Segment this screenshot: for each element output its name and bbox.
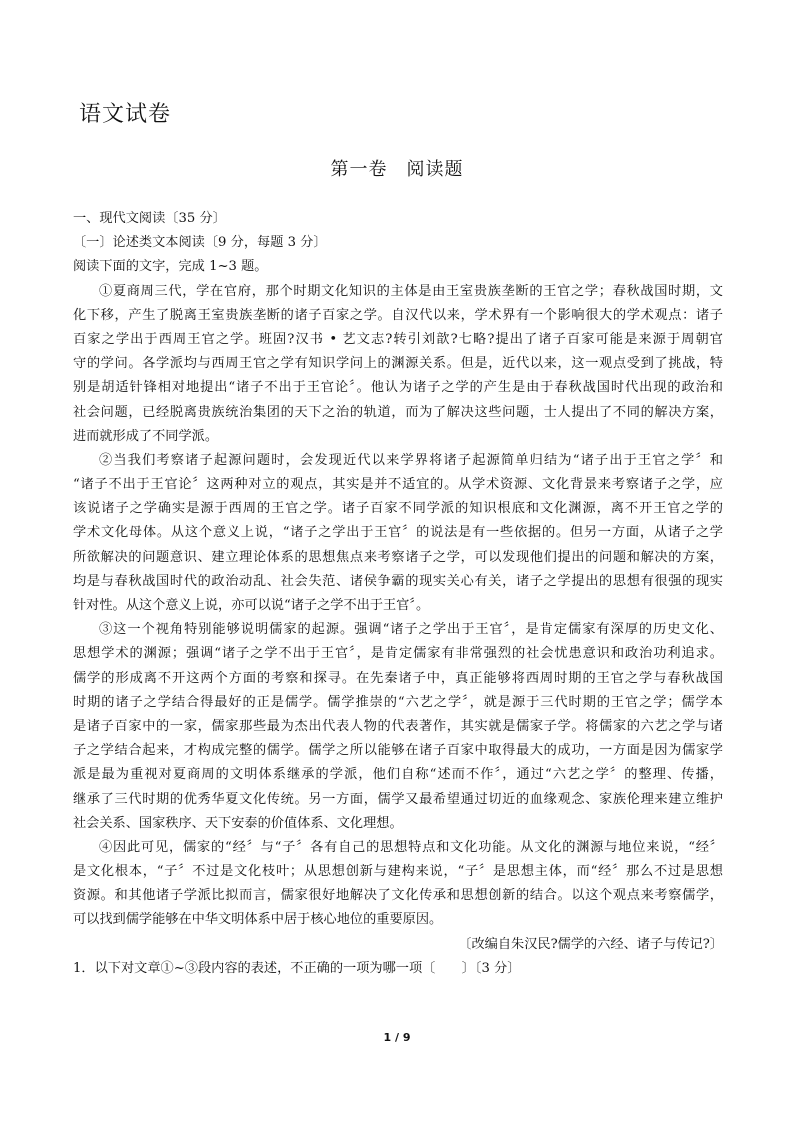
paragraph-line: 百家之学出于西周王官之学。班固?汉书 • 艺文志?转引刘歆?七略?提出了诸子百家可能是来源于周朝官 [73,331,723,347]
paragraph-line: 子之学结合起来，才构成完整的儒学。儒学之所以能够在诸子百家中取得最大的成功，一方面是因为儒家学 [73,743,723,759]
paragraph-line: ②当我们考察诸子起源问题时，会发现近代以来学界将诸子起源简单归结为“诸子出于王官之学〞和 [99,452,723,468]
sub-heading: 〔一〕论述类文本阅读〔9 分，每题 3 分〕 [73,235,327,251]
paragraph-line: 别是胡适针锋相对地提出“诸子不出于王官论〞。他认为诸子之学的产生是由于春秋战国时代出现的政治和 [73,380,723,396]
paragraph-2 [73,449,723,618]
section-title: 第一卷 阅读题 [330,159,464,180]
paragraph-line: 继承了三代时期的优秀华夏文化传统。另一方面，儒学又最希望通过切近的血缘观念、家族伦理来建立维护 [73,791,723,807]
paragraph-line: 思想学术的渊源；强调“诸子之学不出于王官〞，是肯定儒家有非常强烈的社会忧患意识和政治功利追求。 [73,646,723,662]
instruction: 阅读下面的文字，完成 1~3 题。 [73,259,268,275]
page-number: 1 / 9 [383,1031,411,1044]
paragraph-1 [73,280,723,449]
paragraph-line: 儒学的形成离不开这两个方面的考察和探寻。在先秦诸子中，真正能够将西周时期的王官之学与春秋战国 [73,670,723,686]
paragraph-line: 资源。和其他诸子学派比拟而言，儒家很好地解决了文化传承和思想创新的结合。以这个观点来考察儒学， [73,888,723,904]
paragraph-line: ④因此可见，儒家的“经〞与“子〞各有自己的思想特点和文化功能。从文化的渊源与地位来说，“经〞 [99,839,723,855]
source-citation: 〔改编自朱汉民?儒学的六经、诸子与传记?〕 [458,936,723,952]
paragraph-line: ①夏商周三代，学在官府，那个时期文化知识的主体是由王室贵族垄断的王官之学；春秋战国时期，文 [99,283,723,299]
paragraph-line: 社会问题，已经脱离贵族统治集团的天下之治的轨道，而为了解决这些问题，士人提出了不同的解决方案， [73,404,723,420]
paragraph-line: 时期的诸子之学结合得最好的正是儒学。儒学推崇的“六艺之学〞，就是源于三代时期的王官之学；儒学本 [73,694,723,710]
paragraph-line: 该说诸子之学确实是源于西周的王官之学。诸子百家不同学派的知识根底和文化渊源，离不开王官之学的 [73,501,723,517]
paragraph-line: 可以找到儒学能够在中华文明体系中居于核心地位的重要原因。 [73,912,443,928]
paragraph-line: 是诸子百家中的一家，儒家那些最为杰出代表人物的代表著作，其实就是儒家子学。将儒家的六艺之学与诸 [73,718,723,734]
paragraph-line: 所欲解决的问题意识、建立理论体系的思想焦点来考察诸子之学，可以发现他们提出的问题和解决的方案， [73,549,723,565]
paragraph-3 [73,618,723,836]
paragraph-4 [73,836,723,933]
paragraph-line: 针对性。从这个意义上说，亦可以说“诸子之学不出于王官〞。 [73,598,430,613]
paragraph-line: 派是最为重视对夏商周的文明体系继承的学派，他们自称“述而不作〞，通过“六艺之学〞的整理、传播， [73,767,723,783]
paragraph-line: 学术文化母体。从这个意义上说，“诸子之学出于王官〞的说法是有一些依据的。但另一方面，从诸子之学 [73,525,723,541]
paragraph-line: 守的学问。各学派均与西周王官之学有知识学问上的渊源关系。但是，近代以来，这一观点受到了挑战，特 [73,356,723,372]
paragraph-line: 均是与春秋战国时代的政治动乱、社会失范、诸侯争霸的现实关心有关，诸子之学提出的思想有很强的现实 [73,573,723,589]
paragraph-line: ③这一个视角特别能够说明儒家的起源。强调“诸子之学出于王官〞，是肯定儒家有深厚的历史文化、 [99,622,723,638]
document-body [73,207,723,981]
paragraph-line: 进而就形成了不同学派。 [73,428,219,444]
paragraph-line: 化下移，产生了脱离王室贵族垄断的诸子百家之学。自汉代以来，学术界有一个影响很大的学术观点：诸子 [73,307,723,323]
paragraph-line: 社会关系、国家秩序、天下安泰的价值体系、文化理想。 [73,815,403,831]
part-heading: 一、现代文阅读〔35 分〕 [73,211,226,226]
question-1: 1．以下对文章①~③段内容的表述，不正确的一项为哪一项〔 〕〔3 分〕 [73,960,521,976]
document-title: 语文试卷 [79,102,172,127]
paragraph-line: 是文化根本，“子〞不过是文化枝叶；从思想创新与建构来说，“子〞是思想主体，而“经〞那么不过是思想 [73,864,723,880]
paragraph-line: “诸子不出于王官论〞这两种对立的观点，其实是并不适宜的。从学术资源、文化背景来考察诸子之学，应 [73,477,723,493]
